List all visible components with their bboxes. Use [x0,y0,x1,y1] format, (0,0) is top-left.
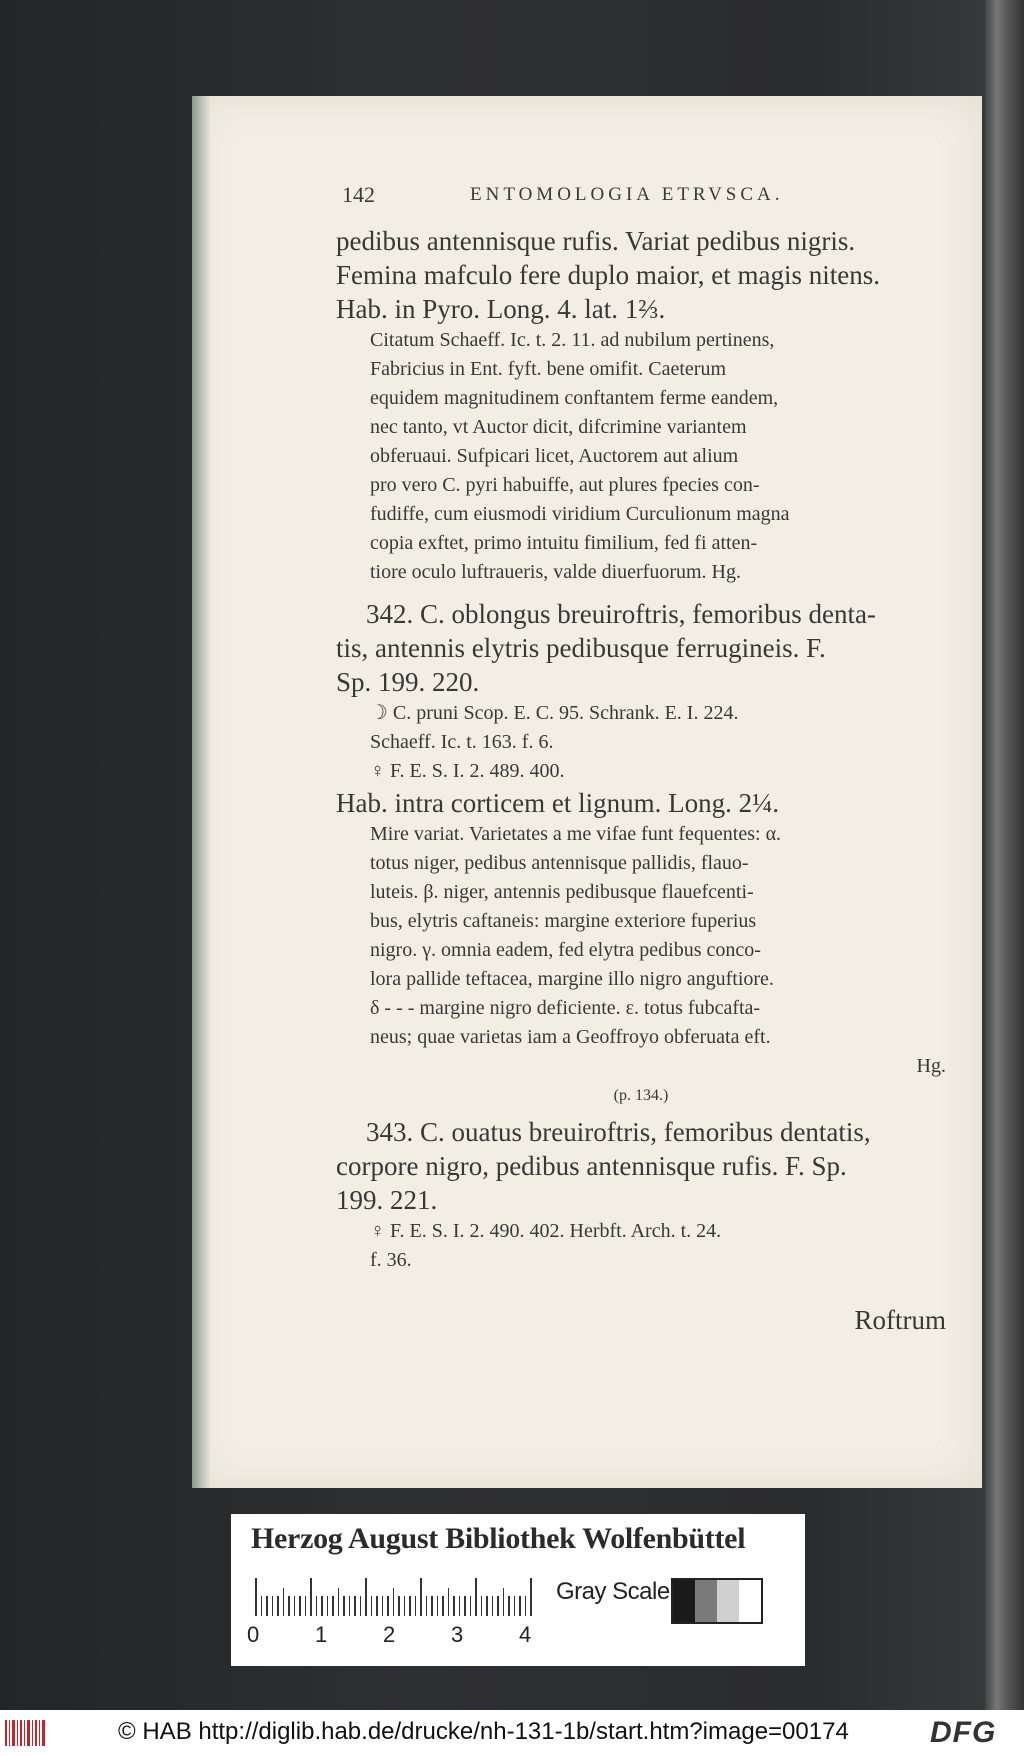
page-gutter [192,96,210,1488]
ruler-number: 2 [383,1622,396,1647]
ruler-tick [459,1596,461,1616]
ruler-tick [426,1596,428,1616]
copyright-link[interactable]: © HAB http://diglib.hab.de/drucke/nh-131-1b/start.htm?image=00174 [118,1718,849,1745]
text-line: ♀ F. E. S. I. 2. 489. 400. [370,760,565,782]
catchword: Roftrum [854,1305,946,1335]
text-line: Femina mafculo fere duplo maior, et magis nitens. [336,260,881,290]
text-line: Hab. in Pyro. Long. 4. lat. 1⅔. [336,294,666,324]
text-line: tis, antennis elytris pedibusque ferrugineis. F. [336,633,826,663]
ruler-tick [371,1596,373,1616]
ruler-number: 3 [451,1622,464,1647]
ruler-tick [398,1596,400,1616]
text-line: Mire variat. Varietates a me vifae funt fequentes: α. [370,823,782,845]
text-line: ♀ F. E. S. I. 2. 490. 402. Herbft. Arch. t. 24. [370,1220,722,1242]
ruler-tick [365,1578,367,1616]
ruler-tick [475,1578,477,1616]
gray-swatch [739,1580,761,1622]
ruler-tick [299,1596,301,1616]
gray-scale-swatches [671,1578,763,1624]
text-line: 199. 221. [336,1185,438,1215]
ruler-tick [525,1596,527,1616]
text-line: f. 36. [370,1249,412,1271]
gray-swatch [695,1580,717,1622]
ruler-number: 4 [519,1622,532,1647]
text-line: Sp. 199. 220. [336,667,480,697]
gray-swatch [673,1580,695,1622]
ruler-number: 1 [315,1622,328,1647]
ruler-tick [409,1596,411,1616]
ruler-tick [442,1596,444,1616]
ruler-tick [261,1596,263,1616]
ruler-tick [349,1596,351,1616]
ruler-tick [354,1596,356,1616]
ruler-tick [530,1578,532,1616]
ruler-tick [420,1578,422,1616]
ruler-tick [404,1596,406,1616]
text-line: nigro. γ. omnia eadem, fed elytra pedibus conco- [370,939,761,961]
text-line: tiore oculo luftraueris, valde diuerfuorum. Hg. [370,561,741,583]
ruler-tick [503,1588,505,1616]
library-name: Herzog August Bibliothek Wolfenbüttel [251,1522,746,1555]
text-line: 343. C. ouatus breuiroftris, femoribus dentatis, [366,1117,871,1147]
text-line: Citatum Schaeff. Ic. t. 2. 11. ad nubilum pertinens, [370,329,775,351]
footer-bar [0,1710,1024,1756]
ruler-tick [431,1596,433,1616]
ruler-tick [497,1596,499,1616]
ruler-tick [283,1588,285,1616]
ruler-tick [316,1596,318,1616]
text-line: Hab. intra corticem et lignum. Long. 2¼. [336,788,780,818]
text-line: pedibus antennisque rufis. Variat pedibus nigris. [336,226,856,256]
text-line: copia exftet, primo intuitu fimilium, fed fi atten- [370,532,758,554]
ruler-tick [360,1596,362,1616]
ruler-tick [321,1596,323,1616]
ruler-tick [415,1596,417,1616]
text-line: pro vero C. pyri habuiffe, aut plures fpecies con- [370,474,760,496]
ruler-tick [514,1596,516,1616]
text-line: δ - - - margine nigro deficiente. ε. totus fubcafta- [370,997,761,1019]
ruler-tick [294,1596,296,1616]
gray-scale-label: Gray Scale [556,1578,670,1605]
text-line: ☽ C. pruni Scop. E. C. 95. Schrank. E. I. 224. [370,702,739,724]
ruler-tick [310,1578,312,1616]
text-line: equidem magnitudinem conftantem ferme eandem, [370,387,779,409]
text-line: nec tanto, vt Auctor dicit, difcrimine variantem [370,416,747,438]
ruler-tick [519,1596,521,1616]
text-line: obferuaui. Sufpicari licet, Auctorem aut alium [370,445,739,467]
ruler-tick [305,1596,307,1616]
book-page [192,96,982,1488]
text-line: (p. 134.) [613,1087,669,1104]
ruler-tick [255,1578,257,1616]
text-line: 342. C. oblongus breuiroftris, femoribus denta- [366,599,876,629]
adjacent-page-edge [985,0,1024,1710]
scale-ruler [255,1578,545,1616]
text-line: Fabricius in Ent. fyft. bene omifit. Caeterum [370,358,727,380]
text-line: corpore nigro, pedibus antennisque rufis. F. Sp. [336,1151,847,1181]
text-line: luteis. β. niger, antennis pedibusque flauefcenti- [370,881,754,903]
ruler-tick [393,1588,395,1616]
text-line: fudiffe, cum eiusmodi viridium Curculionum magna [370,503,790,525]
ruler-tick [332,1596,334,1616]
ruler-numbers [247,1622,547,1648]
ruler-tick [343,1596,345,1616]
library-label [231,1514,805,1666]
ruler-tick [387,1596,389,1616]
ruler-tick [486,1596,488,1616]
ruler-tick [382,1596,384,1616]
ruler-tick [448,1588,450,1616]
ruler-tick [266,1596,268,1616]
ruler-tick [376,1596,378,1616]
text-line: lora pallide teftacea, margine illo nigro anguftiore. [370,968,774,990]
running-title: ENTOMOLOGIA ETRVSCA. [470,184,784,205]
ruler-tick [470,1596,472,1616]
page-number: 142 [342,182,375,207]
text-line: neus; quae varietas iam a Geoffroyo obferuata eft. [370,1026,771,1048]
text-line: Hg. [916,1055,946,1077]
barcode-icon [4,1718,48,1748]
ruler-number: 0 [247,1622,260,1647]
ruler-tick [508,1596,510,1616]
page-text [336,224,946,1363]
running-head [192,182,982,212]
ruler-tick [288,1596,290,1616]
ruler-tick [327,1596,329,1616]
ruler-tick [277,1596,279,1616]
ruler-tick [464,1596,466,1616]
dfg-logo: DFG [930,1716,997,1749]
ruler-tick [492,1596,494,1616]
text-line: totus niger, pedibus antennisque pallidis, flauo- [370,852,749,874]
ruler-tick [437,1596,439,1616]
ruler-tick [338,1588,340,1616]
text-line: bus, elytris caftaneis: margine exteriore fuperius [370,910,757,932]
ruler-tick [481,1596,483,1616]
gray-swatch [717,1580,739,1622]
text-line: Schaeff. Ic. t. 163. f. 6. [370,731,554,753]
ruler-tick [453,1596,455,1616]
ruler-tick [272,1596,274,1616]
